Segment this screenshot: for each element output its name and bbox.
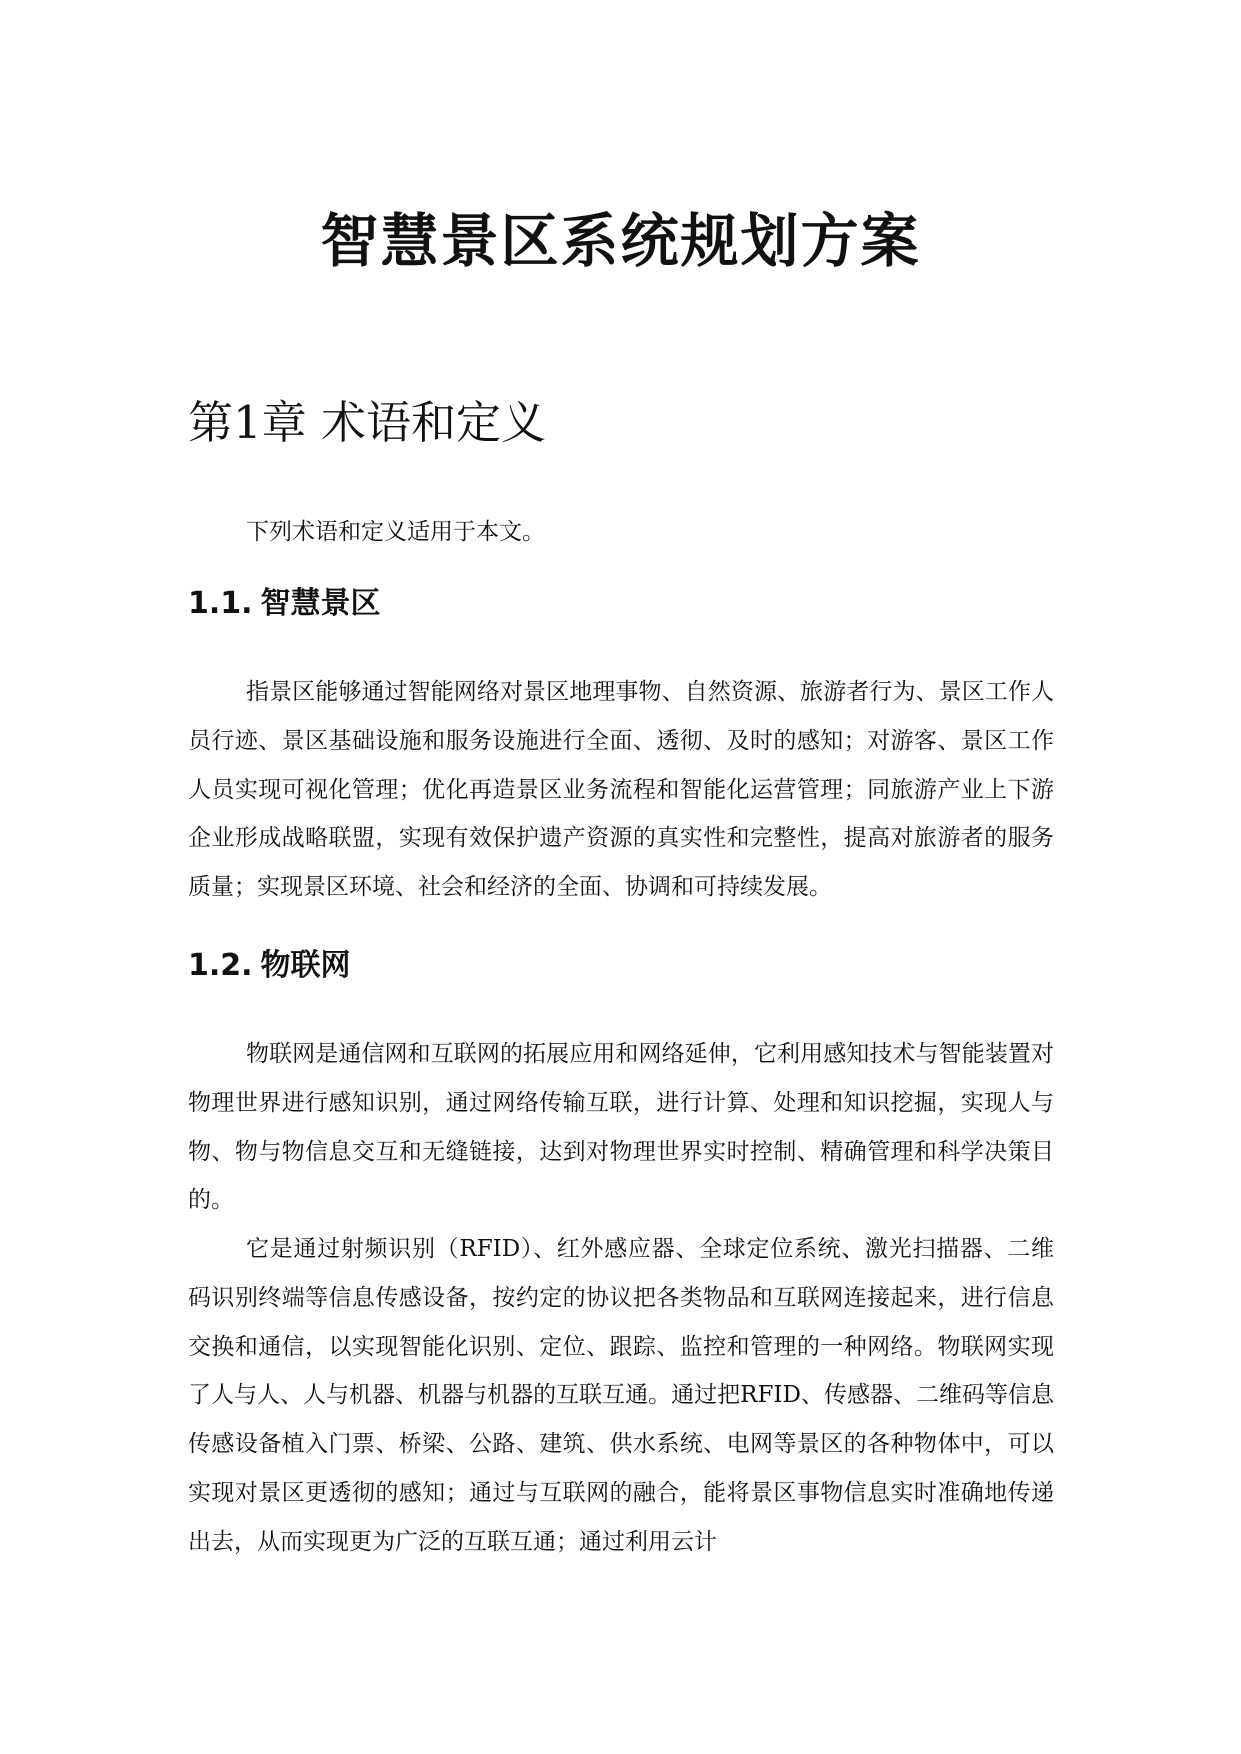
section-number: 1.1. [188,586,253,621]
section-number: 1.2. [188,948,253,983]
document-title: 智慧景区系统规划方案 [320,207,921,275]
section-1-2-paragraph-1: 物联网是通信网和互联网的拓展应用和网络延伸，它利用感知技术与智能装置对物理世界进行感知识别，通过网络传输互联，进行计算、处理和知识挖掘，实现人与物、物与物信息交互和无缝链接，达到对物理世界实时控制、精确管理和科学决策目的。 [188,1041,1054,1214]
section-1-2-paragraph-2: 它是通过射频识别（RFID）、红外感应器、全球定位系统、激光扫描器、二维码识别终端等信息传感设备，按约定的协议把各类物品和互联网连接起来，进行信息交换和通信，以实现智能化识别、定位、跟踪、监控和管理的一种网络。物联网实现了人与人、人与机器、机器与机器的互联互通。通过把RFID、传感器、二维码等信息传感设备植入门票、桥梁、公路、建筑、供水系统、电网等景区的各种物体中，可以实现对景区更透彻的感知；通过与互联网的融合，能将景区事物信息实时准确地传递出去，从而实现更为广泛的互联互通；通过利用云计 [188,1236,1054,1555]
section-title: 物联网 [260,948,351,983]
section-title: 智慧景区 [260,586,381,621]
intro-paragraph: 下列术语和定义适用于本文。 [246,519,545,545]
section-heading-1-2 [188,948,351,984]
chapter-heading [188,398,546,448]
section-heading-1-1 [188,586,381,622]
chapter-title: 术语和定义 [320,396,546,449]
chapter-number: 第1章 [188,396,307,449]
section-1-1-paragraph: 指景区能够通过智能网络对景区地理事物、自然资源、旅游者行为、景区工作人员行迹、景区基础设施和服务设施进行全面、透彻、及时的感知；对游客、景区工作人员实现可视化管理；优化再造景区业务流程和智能化运营管理；同旅游产业上下游企业形成战略联盟，实现有效保护遗产资源的真实性和完整性，提高对旅游者的服务质量；实现景区环境、社会和经济的全面、协调和可持续发展。 [188,679,1054,901]
